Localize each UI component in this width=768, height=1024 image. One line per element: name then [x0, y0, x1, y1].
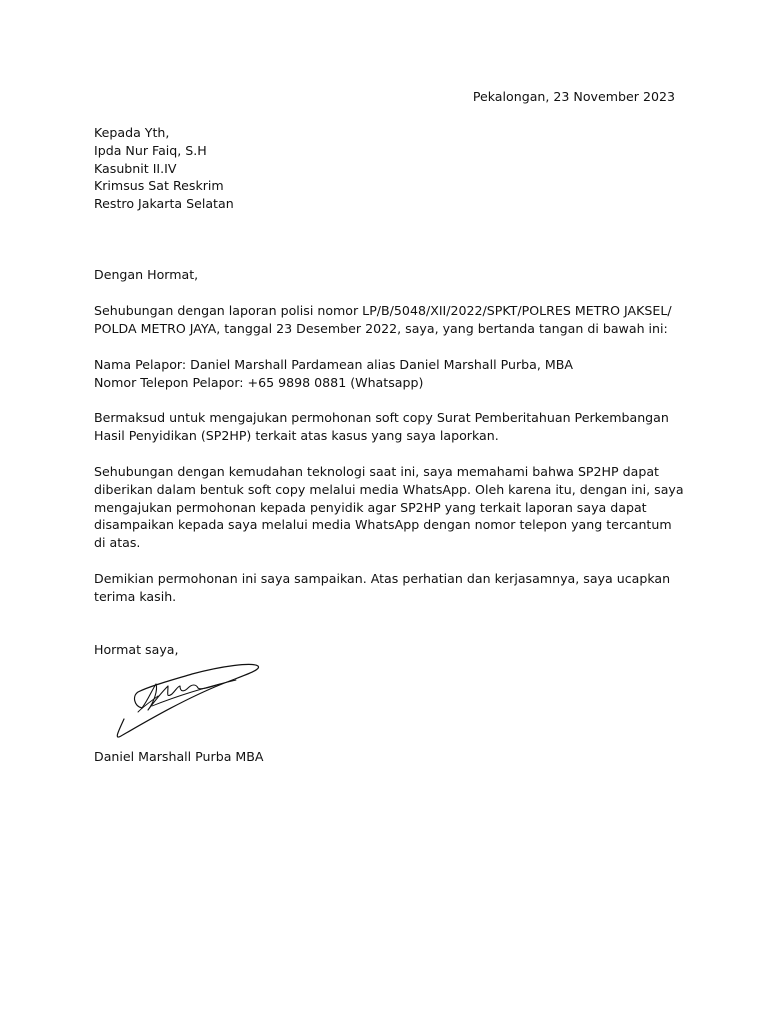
salutation: Dengan Hormat, — [94, 267, 199, 282]
recipient-line-1: Kepada Yth, — [94, 125, 170, 140]
handwritten-signature — [112, 662, 264, 742]
recipient-line-2: Ipda Nur Faiq, S.H — [94, 143, 207, 158]
paragraph4-line-2: terima kasih. — [94, 589, 177, 604]
closing: Hormat saya, — [94, 642, 179, 657]
paragraph3-line-1: Sehubungan dengan kemudahan teknologi saat ini, saya memahami bahwa SP2HP dapat — [94, 464, 659, 479]
reporter-phone: Nomor Telepon Pelapor: +65 9898 0881 (Whatsapp) — [94, 375, 424, 390]
recipient-line-5: Restro Jakarta Selatan — [94, 196, 234, 211]
reporter-name: Nama Pelapor: Daniel Marshall Pardamean alias Daniel Marshall Purba, MBA — [94, 357, 573, 372]
recipient-line-4: Krimsus Sat Reskrim — [94, 178, 224, 193]
paragraph3-line-5: di atas. — [94, 535, 141, 550]
place-date: Pekalongan, 23 November 2023 — [472, 89, 675, 104]
signatory-name: Daniel Marshall Purba MBA — [94, 749, 264, 764]
paragraph2-line-1: Bermaksud untuk mengajukan permohonan soft copy Surat Pemberitahuan Perkembangan — [94, 410, 669, 425]
paragraph2-line-2: Hasil Penyidikan (SP2HP) terkait atas kasus yang saya laporkan. — [94, 428, 499, 443]
paragraph3-line-3: mengajukan permohonan kepada penyidik agar SP2HP yang terkait laporan saya dapat — [94, 500, 647, 515]
paragraph4-line-1: Demikian permohonan ini saya sampaikan. Atas perhatian dan kerjasamnya, saya ucapkan — [94, 571, 671, 586]
recipient-line-3: Kasubnit II.IV — [94, 161, 177, 176]
paragraph1-line-1: Sehubungan dengan laporan polisi nomor LP/B/5048/XII/2022/SPKT/POLRES METRO JAKSEL/ — [94, 303, 672, 318]
paragraph3-line-2: diberikan dalam bentuk soft copy melalui media WhatsApp. Oleh karena itu, dengan ini, saya — [94, 482, 684, 497]
paragraph1-line-2: POLDA METRO JAYA, tanggal 23 Desember 2022, saya, yang bertanda tangan di bawah ini: — [94, 321, 668, 336]
paragraph3-line-4: disampaikan kepada saya melalui media WhatsApp dengan nomor telepon yang tercantum — [94, 517, 672, 532]
